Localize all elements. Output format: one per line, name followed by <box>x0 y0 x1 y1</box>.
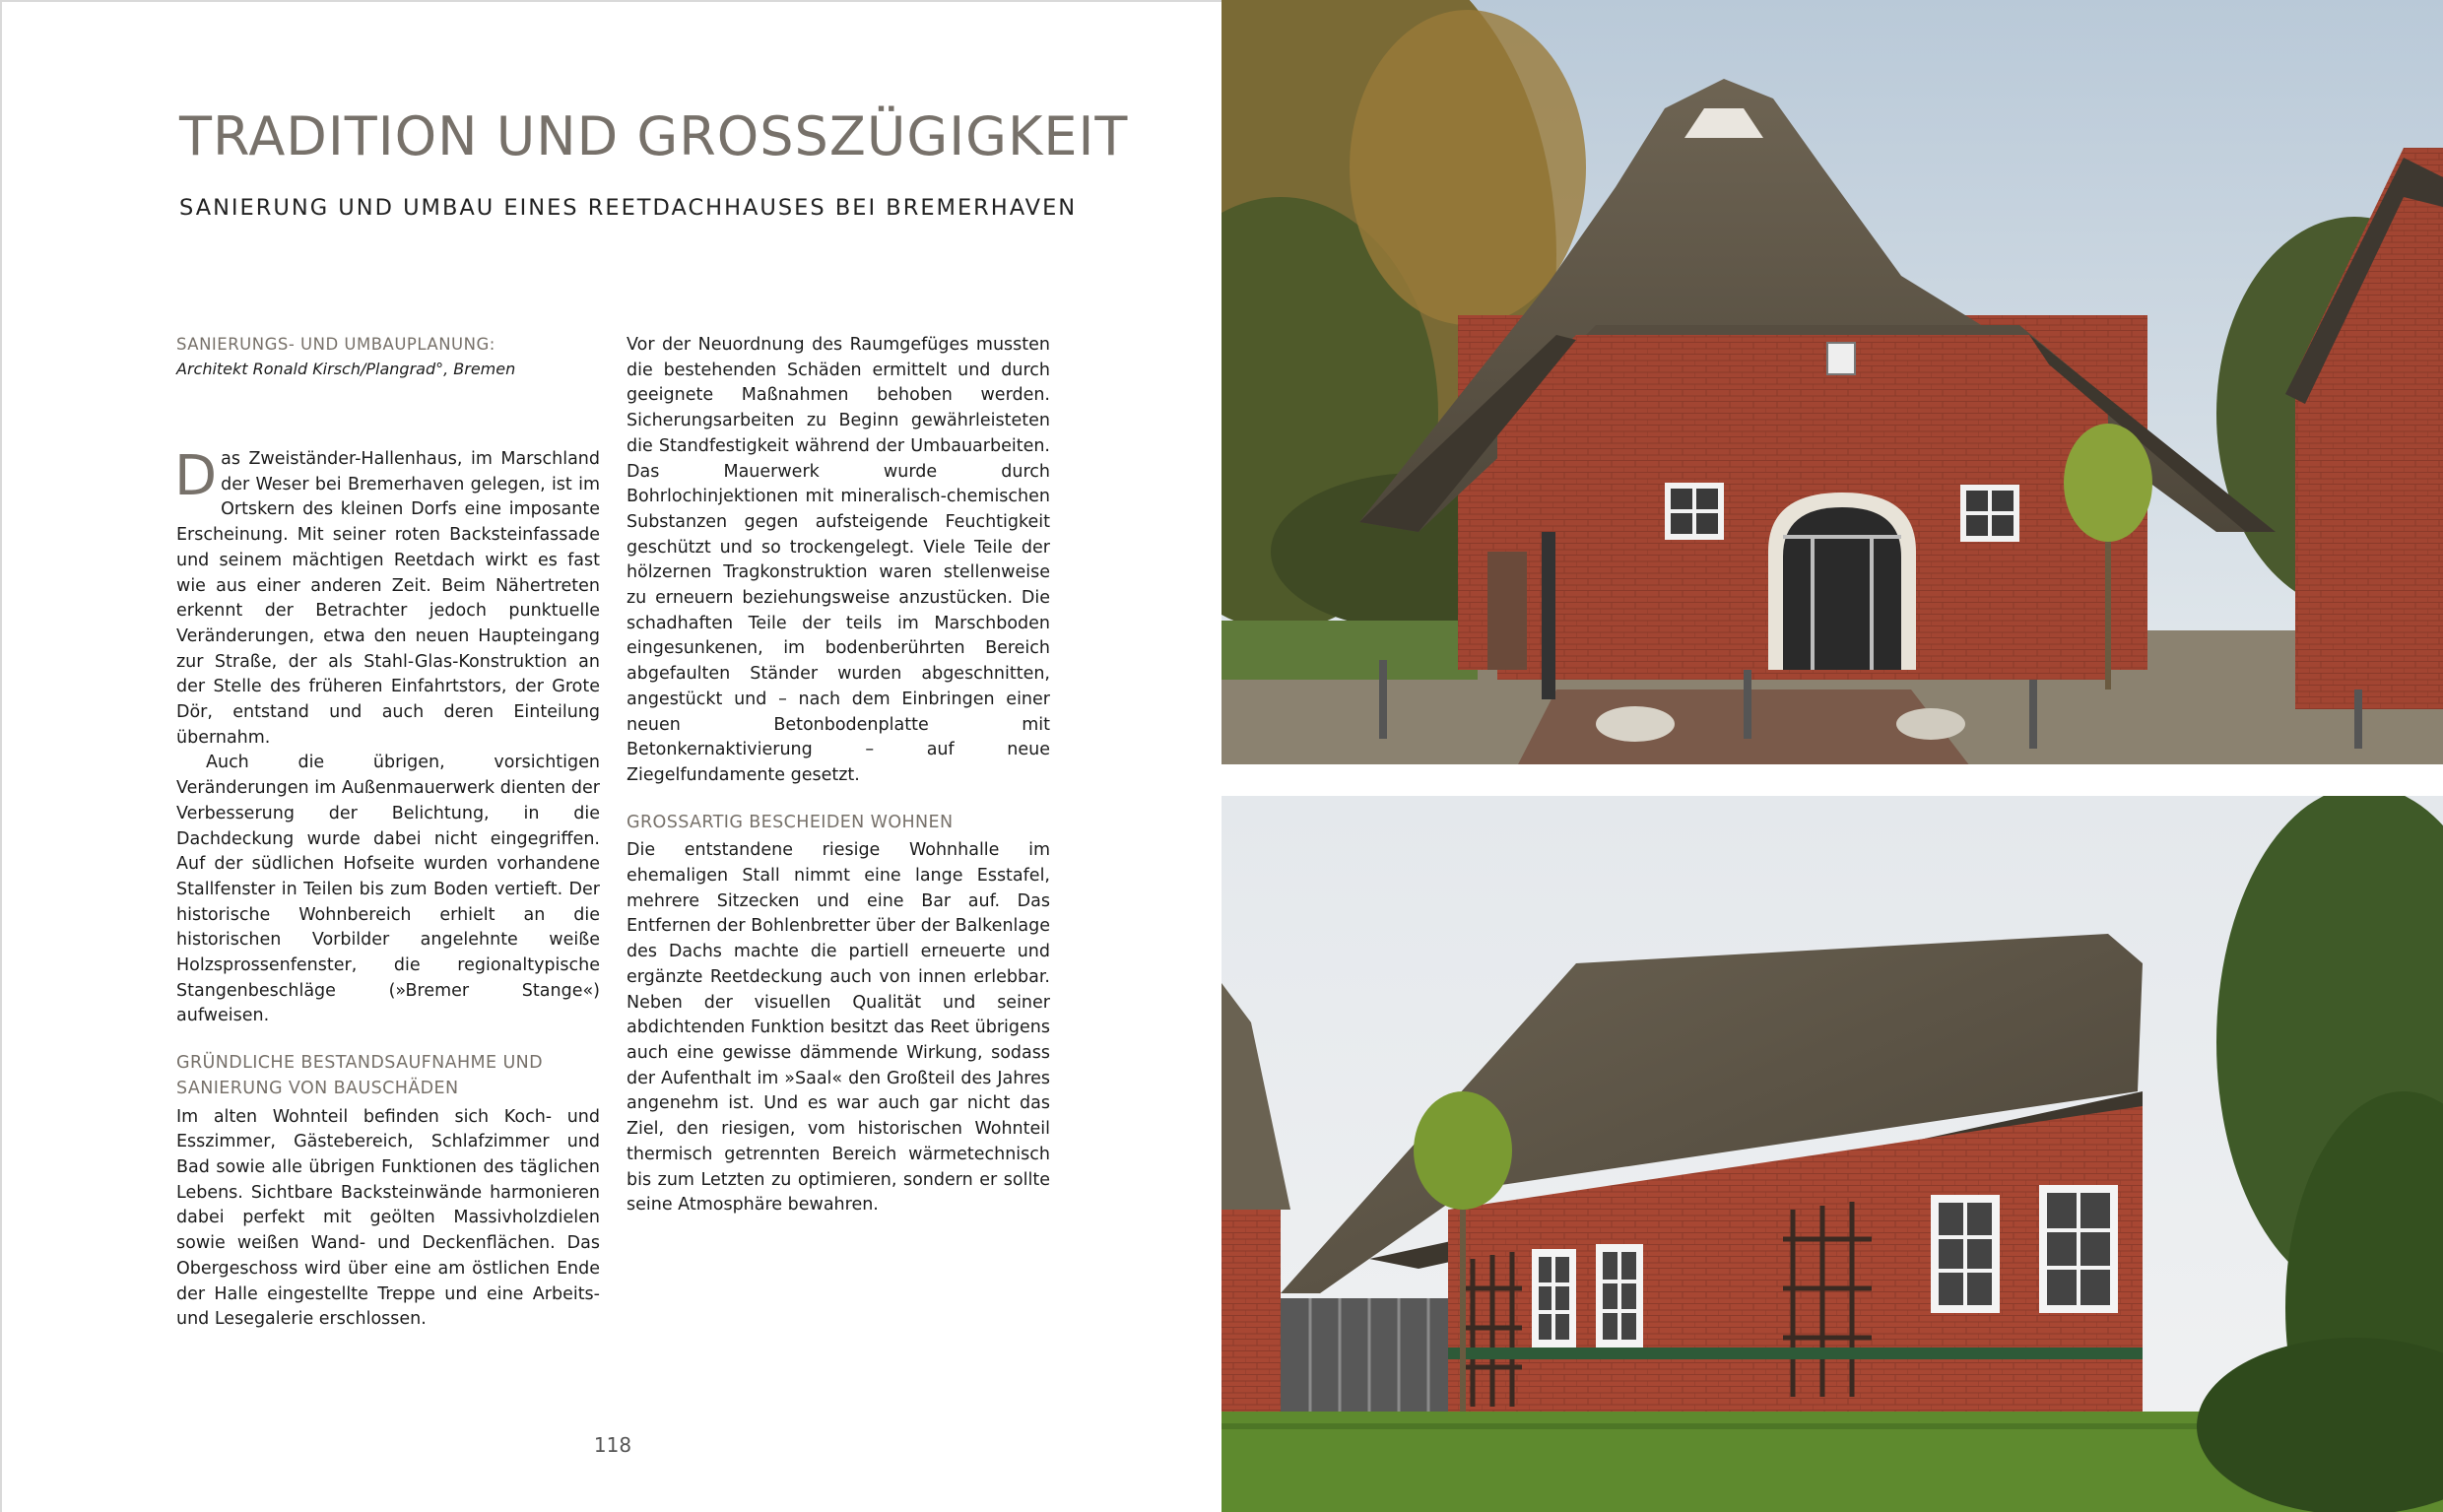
section-heading-2: GROSSARTIG BESCHEIDEN WOHNEN <box>627 812 954 832</box>
house-front-illustration <box>1222 0 2443 766</box>
page-subtitle: SANIERUNG UND UMBAU EINES REETDACHHAUSES BEI BREMERHAVEN <box>179 195 1078 221</box>
text-column-right <box>627 333 1050 1218</box>
text-column-left <box>176 333 600 1333</box>
photo-house-front <box>1222 0 2443 766</box>
page-number: 118 <box>593 1433 632 1457</box>
spacer <box>176 382 600 447</box>
house-side-illustration <box>1222 796 2443 1512</box>
page-title: TRADITION UND GROSSZÜGIGKEIT <box>179 105 1129 167</box>
intro-paragraph-text: as Zweiständer-Hallenhaus, im Marschland der Weser bei Bremerhaven gelegen, ist im Ortskern des kleinen Dorfs eine imposante Erscheinung. Mit seiner roten Backsteinfassade und seinem mächtigen Reetdach wirkt es fast wie aus einer anderen Zeit. Beim Nähertreten erkennt der Betrachter jedoch punktuelle Veränderungen, etwa den neuen Haupteingang zur Straße, der als Stahl-Glas-Konstruktion an der Stelle des früheren Einfahrtstors, der Grote Dör, entstand und auch deren Einteilung übernahm. <box>176 449 600 748</box>
credit-label: SANIERUNGS- UND UMBAUPLANUNG: <box>176 335 495 354</box>
paragraph-5: Die entstandene riesige Wohnhalle im ehemaligen Stall nimmt eine lange Esstafel, mehrere Sitzecken und eine Bar auf. Das Entfernen der Bohlenbretter über der Balkenlage des Dachs machte die partiell erneuerte und ergänzte Reetdeckung auch von innen erlebbar. Neben der visuellen Qualität und seiner abdichtenden Funktion besitzt das Reet übrigens auch eine gewisse dämmende Wirkung, sodass der Aufenthalt im »Saal« den Großteil des Jahres angenehm ist. Und es war auch gar nicht das Ziel, den riesigen, vom historischen Wohnteil thermisch getrennten Bereich wärmetechnisch bis zum Letzten zu optimieren, sondern er sollte seine Atmosphäre bewahren. <box>627 840 1050 1216</box>
section-heading-1: GRÜNDLICHE BESTANDSAUFNAHME UND SANIERUNG VON BAUSCHÄDEN <box>176 1053 544 1098</box>
drop-cap: D <box>174 444 218 508</box>
intro-paragraph <box>174 444 600 751</box>
paragraph-2: Auch die übrigen, vorsichtigen Veränderungen im Außenmauerwerk dienten der Verbesserung der Belichtung, in die Dachdeckung wurde dabei nicht eingegriffen. Auf der südlichen Hofseite wurden vorhandene Stallfenster in Teilen bis zum Boden vertieft. Der historische Wohnbereich erhielt an die historischen Vorbilder angelehnte weiße Holzsprossenfenster, die regionaltypische Stangenbeschläge (»Bremer Stange«) aufweisen. <box>176 753 600 1026</box>
photo-house-side <box>1222 796 2443 1512</box>
paragraph-4: Vor der Neuordnung des Raumgefüges mussten die bestehenden Schäden ermittelt und durch geeignete Maßnahmen behoben werden. Sicherungsarbeiten zu Beginn gewährleisteten die Standfestigkeit während der Umbauarbeiten. Das Mauerwerk wurde durch Bohrlochinjektionen mit mineralisch-chemischen Substanzen gegen aufsteigende Feuchtigkeit geschützt und so trockengelegt. Viele Teile der hölzernen Tragkonstruktion waren stellenweise zu erneuern beziehungsweise anzustücken. Die schadhaften Teile der teils im Marschboden eingesunkenen, im bodenberührten Bereich abgefaulten Ständer wurden abgeschnitten, angestückt und – nach dem Einbringen einer neuen Betonbodenplatte mit Betonkernaktivierung – auf neue Ziegelfundamente gesetzt. <box>627 335 1050 785</box>
credit-name: Architekt Ronald Kirsch/Plangrad°, Bremen <box>176 360 516 378</box>
paragraph-3: Im alten Wohnteil befinden sich Koch- und Esszimmer, Gästebereich, Schlafzimmer und Bad sowie alle übrigen Funktionen des täglichen Lebens. Sichtbare Backsteinwände harmonieren dabei perfekt mit geölten Massivholzdielen sowie weißen Wand- und Deckenflächen. Das Obergeschoss wird über eine am östlichen Ende der Halle eingestellte Treppe und eine Arbeits- und Lesegalerie erschlossen. <box>176 1106 600 1330</box>
